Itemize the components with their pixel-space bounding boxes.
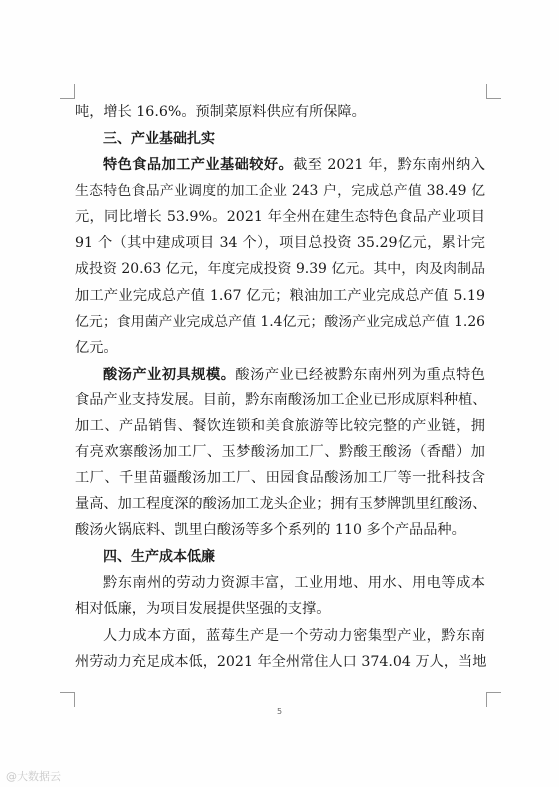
corner-mark-top-left [60, 84, 75, 99]
paragraph-line: 相对低廉，为项目发展提供坚强的支撑。 [75, 601, 331, 617]
paragraph-line: 工厂、千里苗疆酸汤加工厂、田园食品酸汤加工厂等一批科技含 [75, 470, 485, 486]
corner-mark-top-right [486, 84, 501, 99]
corner-mark-bottom-right [486, 692, 501, 707]
paragraph-line [103, 366, 485, 384]
paragraph-text: 酸汤产业已经被黔东南州列为重点特色 [235, 367, 485, 383]
paragraph-line: 生态特色食品产业调度的加工企业 243 户，完成总产值 38.49 亿 [75, 183, 485, 199]
paragraph-line: 元，同比增长 53.9%。2021 年全州在建生态特色食品产业项目 [75, 209, 485, 225]
paragraph-text: 截至 2021 年，黔东南州纳入 [293, 157, 485, 173]
paragraph-lead: 特色食品加工产业基础较好。 [103, 157, 294, 173]
paragraph-line: 黔东南州的劳动力资源丰富，工业用地、用水、用电等成本 [103, 575, 485, 591]
paragraph-line: 亿元。 [75, 340, 118, 356]
paragraph-line [103, 156, 485, 174]
paragraph-lead: 酸汤产业初具规模。 [103, 367, 236, 383]
corner-mark-bottom-left [60, 692, 75, 707]
section-heading: 三、产业基础扎实 [103, 131, 215, 147]
paragraph-line: 量高、加工程度深的酸汤加工龙头企业；拥有玉梦牌凯里红酸汤、 [75, 496, 487, 512]
paragraph-line: 加工、产品销售、餐饮连锁和美食旅游等比较完整的产业链，拥 [75, 418, 485, 434]
paragraph-line: 有亮欢寨酸汤加工厂、玉梦酸汤加工厂、黔酸王酸汤（香醋）加 [75, 444, 485, 460]
paragraph-line: 州劳动力充足成本低，2021 年全州常住人口 374.04 万人，当地 [75, 654, 487, 670]
paragraph-line: 亿元；食用菌产业完成总产值 1.4亿元；酸汤产业完成总产值 1.26 [75, 314, 485, 330]
section-heading: 四、生产成本低廉 [103, 549, 215, 565]
paragraph-line: 加工产业完成总产值 1.67 亿元；粮油加工产业完成总产值 5.19 [75, 288, 485, 304]
paragraph-line: 成投资 20.63 亿元，年度完成投资 9.39 亿元。其中，肉及肉制品 [75, 261, 485, 277]
paragraph-line: 酸汤火锅底料、凯里白酸汤等多个系列的 110 多个产品品种。 [75, 522, 466, 538]
paragraph-line: 人力成本方面，蓝莓生产是一个劳动力密集型产业，黔东南 [103, 628, 485, 644]
page-number: 5 [276, 707, 283, 716]
text-line: 吨，增长 16.6%。预制菜原料供应有所保障。 [75, 104, 366, 120]
paragraph-line: 食品产业支持发展。目前，黔东南酸汤加工企业已形成原料种植、 [75, 392, 487, 408]
paragraph-line: 91 个（其中建成项目 34 个），项目总投资 35.29亿元，累计完 [75, 235, 485, 251]
watermark: @大数据云 [6, 770, 61, 783]
